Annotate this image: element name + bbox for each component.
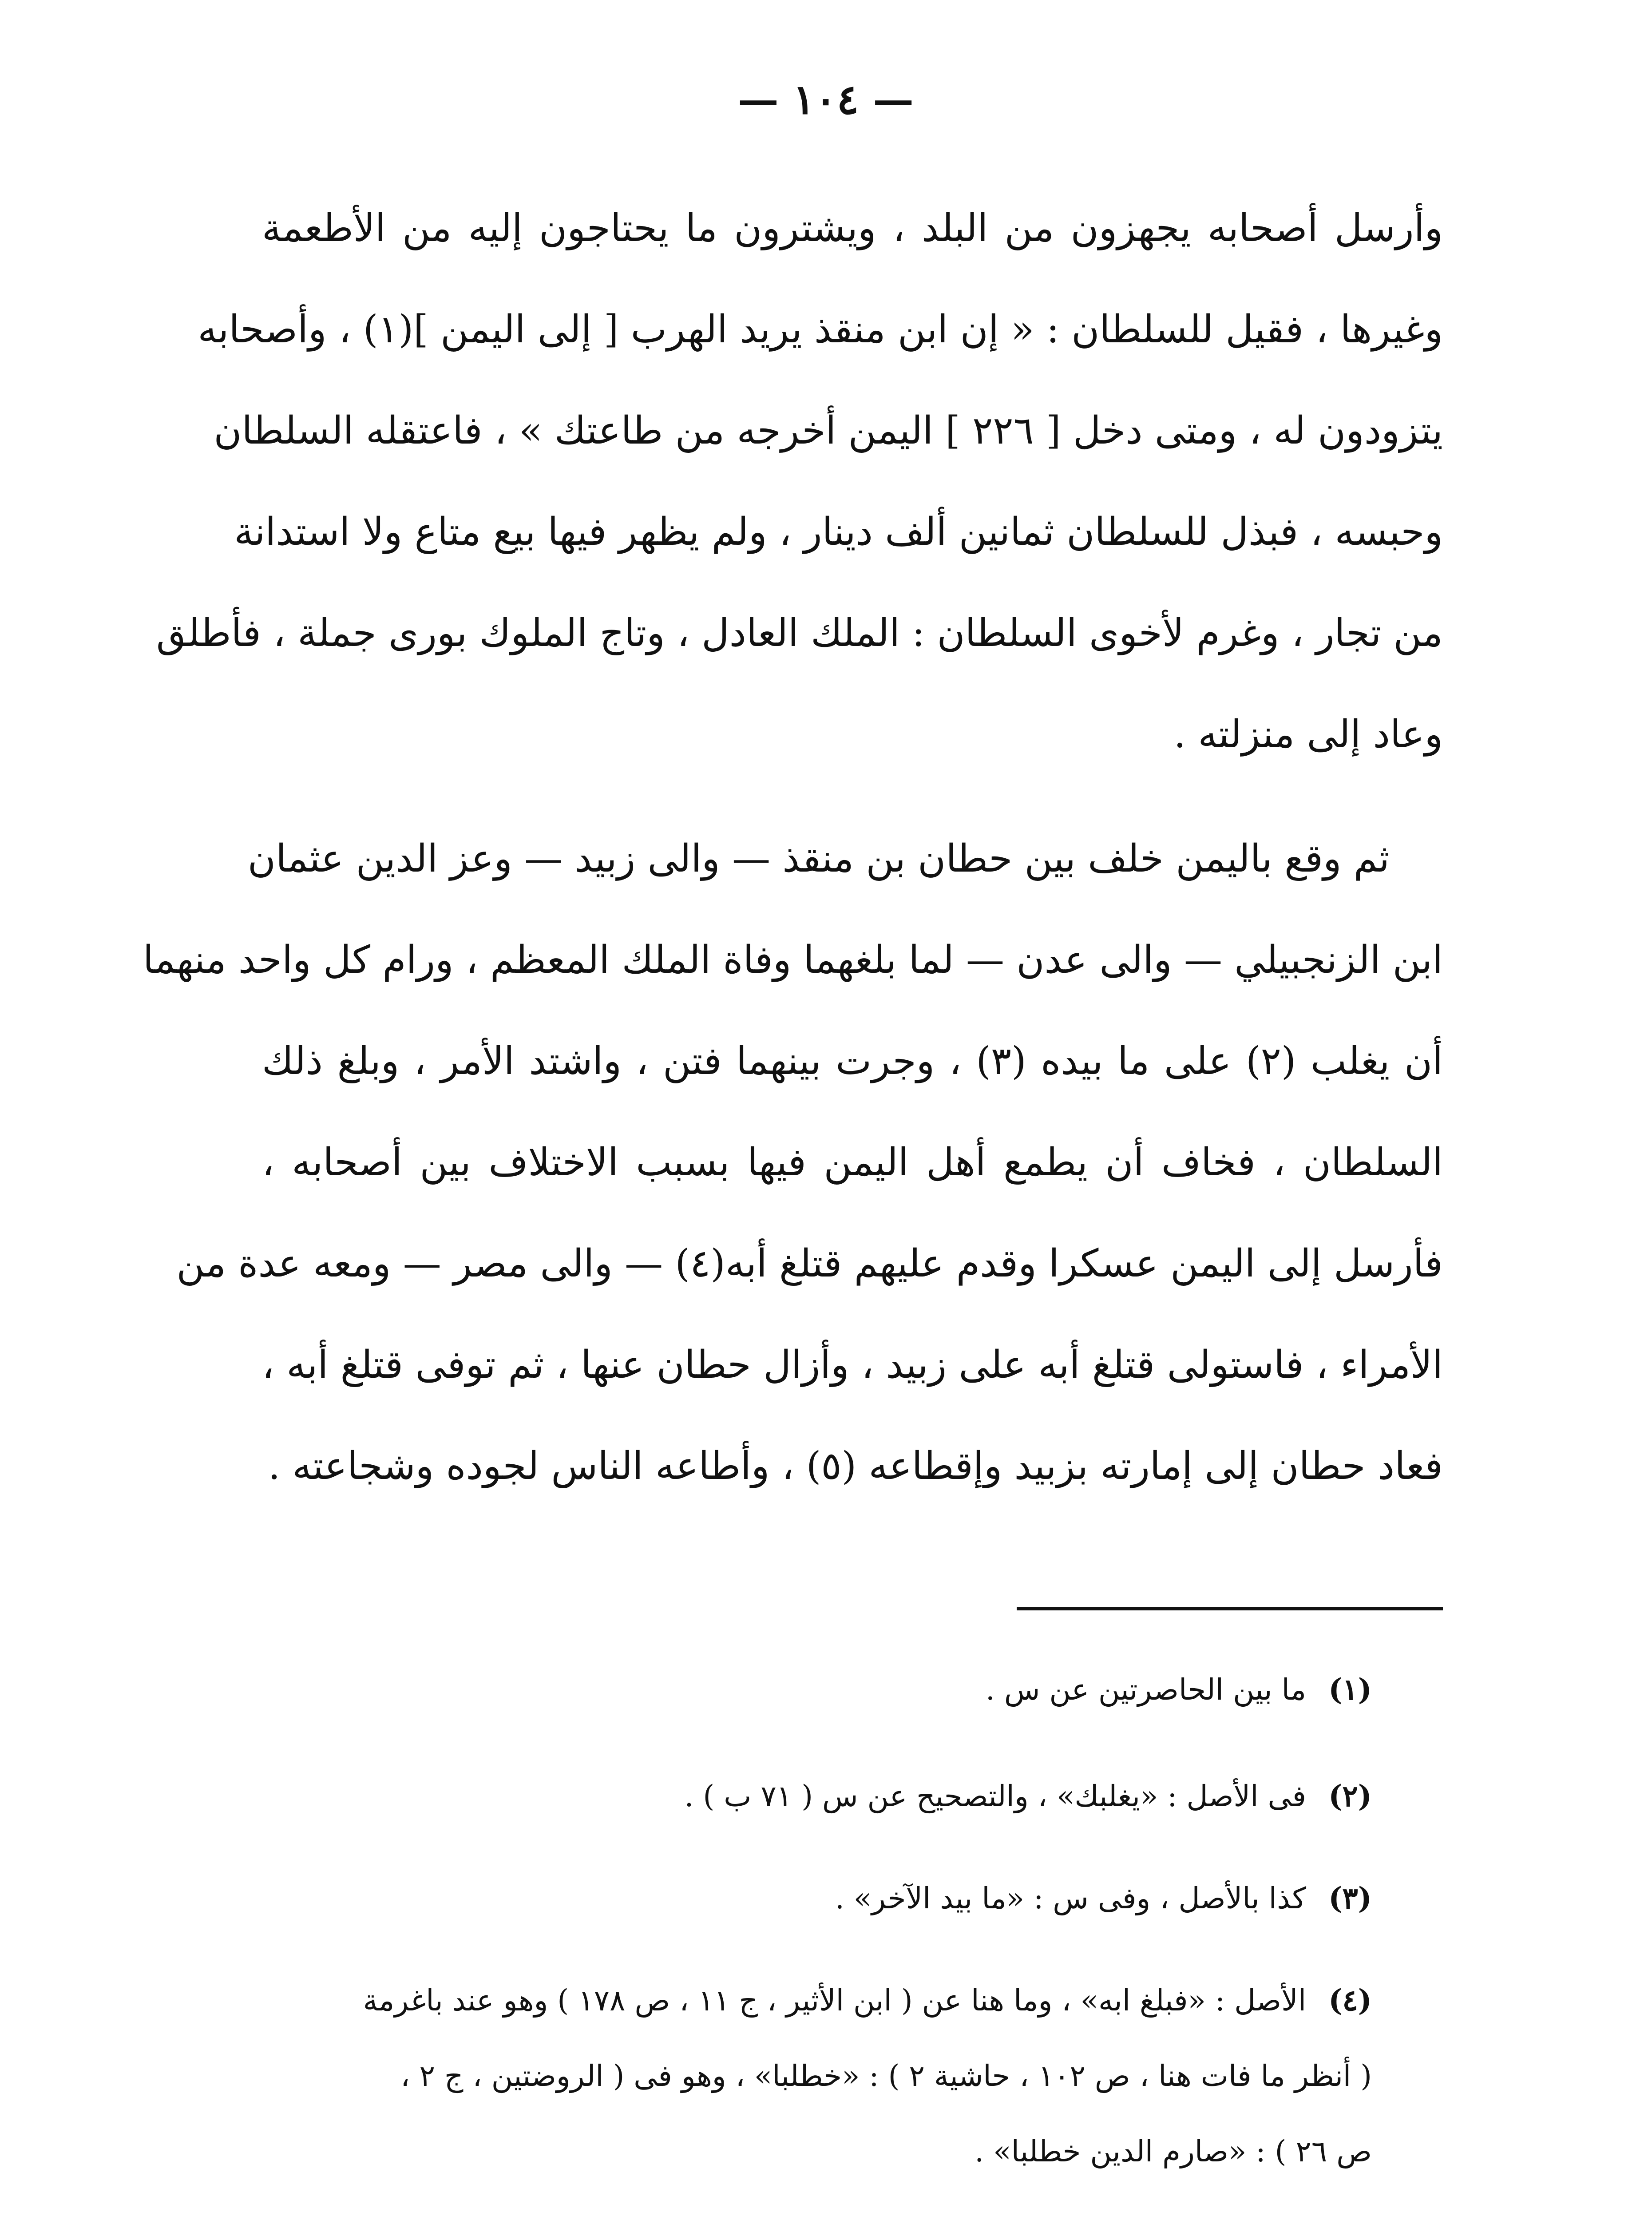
footnote-4 (262, 1962, 1372, 2189)
page-number: — ١٠٤ — (737, 75, 914, 123)
paragraph-line: ابن الزنجبيلي — والى عدن — لما بلغهما وفاة الملك المعظم ، ورام كل واحد منهما (143, 938, 1443, 982)
footnote-mark: (١) (1328, 1672, 1372, 1707)
paragraph-line: وحبسه ، فبذل للسلطان ثمانين ألف دينار ، ولم يظهر فيها بيع متاع ولا استدانة (234, 510, 1443, 554)
footnote-text: ( أنظر ما فات هنا ، ص ١٠٢ ، حاشية ٢ ) : «خطلبا» ، وهو فى ( الروضتين ، ج ٢ ، (400, 2059, 1372, 2093)
footnote-mark: (٤) (1328, 1983, 1372, 2018)
footnote-text: ما بين الحاصرتين عن س . (985, 1673, 1307, 1707)
paragraph-line: فأرسل إلى اليمن عسكرا وقدم عليهم قتلغ أبه(٤) — والى مصر — ومعه عدة من (176, 1241, 1443, 1286)
footnote-text: الأصل : «فبلغ ابه» ، وما هنا عن ( ابن الأثير ، ج ١١ ، ص ١٧٨ ) وهو عند باغرمة (363, 1983, 1307, 2018)
footnote-2 (262, 1758, 1372, 1834)
paragraph-line: فعاد حطان إلى إمارته بزبيد وإقطاعه (٥) ، وأطاعه الناس لجوده وشجاعته . (268, 1444, 1443, 1488)
paragraph-line: السلطان ، فخاف أن يطمع أهل اليمن فيها بسبب الاختلاف بين أصحابه ، (262, 1140, 1443, 1185)
paragraph-2 (143, 808, 1443, 1517)
footnote-mark: (٢) (1328, 1779, 1372, 1813)
paragraph-line: أن يغلب (٢) على ما بيده (٣) ، وجرت بينهما فتن ، واشتد الأمر ، وبلغ ذلك (262, 1039, 1443, 1083)
footnote-1 (262, 1652, 1372, 1728)
paragraph-line: وغيرها ، فقيل للسلطان : « إن ابن منقذ يريد الهرب [ إلى اليمن ](١) ، وأصحابه (198, 307, 1443, 352)
paragraph-1 (156, 178, 1443, 785)
paragraph-line: يتزودون له ، ومتى دخل [ ٢٢٦ ] اليمن أخرجه من طاعتك » ، فاعتقله السلطان (214, 408, 1443, 453)
footnote-text: كذا بالأصل ، وفى س : «ما بيد الآخر» . (835, 1881, 1307, 1915)
footnote-3 (262, 1860, 1372, 1936)
paragraph-line: ثم وقع باليمن خلف بين حطان بن منقذ — والى زبيد — وعز الدين عثمان (247, 836, 1390, 881)
footnote-text: فى الأصل : «يغلبك» ، والتصحيح عن س ( ٧١ ب ) . (684, 1779, 1307, 1813)
footnote-mark: (٣) (1328, 1881, 1372, 1915)
paragraph-line: وعاد إلى منزلته . (1173, 712, 1443, 757)
paragraph-line: الأمراء ، فاستولى قتلغ أبه على زبيد ، وأزال حطان عنها ، ثم توفى قتلغ أبه ، (262, 1343, 1443, 1387)
paragraph-line: من تجار ، وغرم لأخوى السلطان : الملك العادل ، وتاج الملوك بورى جملة ، فأطلق (156, 611, 1443, 655)
footnote-text: ص ٢٦ ) : «صارم الدين خطلبا» . (975, 2134, 1372, 2168)
paragraph-line: وأرسل أصحابه يجهزون من البلد ، ويشترون ما يحتاجون إليه من الأطعمة (262, 206, 1443, 250)
footnote-separator (1017, 1607, 1443, 1610)
